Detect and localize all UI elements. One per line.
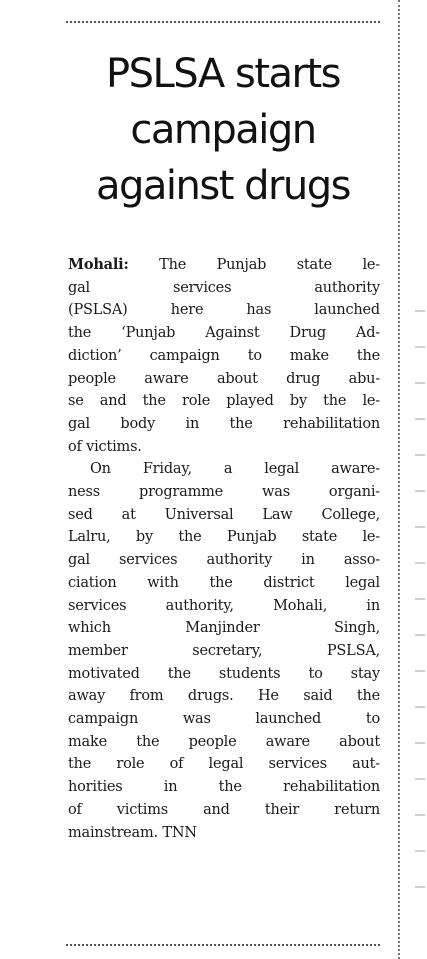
article-line: gal services authority — [68, 279, 380, 296]
article-line: (PSLSA) here has launched — [68, 302, 380, 319]
dateline: Mohali: — [68, 256, 129, 273]
article-line: se and the role played by the le- — [68, 393, 380, 410]
article-line-text: The Punjab state le- — [128, 257, 380, 273]
headline-line: campaign — [130, 107, 316, 153]
article-line: of victims and their return — [68, 801, 380, 818]
article-line: sed at Universal Law College, — [68, 506, 380, 523]
article-line: gal services authority in asso- — [68, 552, 380, 569]
article-line: ciation with the district legal — [68, 574, 380, 591]
article-line: mainstream. TNN — [68, 824, 197, 841]
article-line: member secretary, PSLSA, — [68, 642, 380, 659]
bottom-dotted-rule — [66, 944, 380, 946]
article-line: services authority, Mohali, in — [68, 597, 380, 614]
top-dotted-rule — [66, 21, 380, 23]
article-line: campaign was launched to — [68, 711, 380, 728]
article-line: which Manjinder Singh, — [68, 620, 380, 637]
article-line: gal body in the rehabilitation — [68, 415, 380, 432]
article-line: ness programme was organi- — [68, 484, 380, 501]
headline — [60, 46, 386, 214]
article-line: the ‘Punjab Against Drug Ad- — [68, 325, 380, 342]
article-line: On Friday, a legal aware- — [90, 461, 380, 478]
article-line: people aware about drug abu- — [68, 370, 380, 387]
article-line: of victims. — [68, 438, 142, 455]
headline-line: PSLSA starts — [105, 51, 340, 97]
column-divider — [398, 0, 400, 959]
article-line: the role of legal services aut- — [68, 756, 380, 773]
article-line: Lalru, by the Punjab state le- — [68, 529, 380, 546]
article-line: motivated the students to stay — [68, 665, 380, 682]
article-line: away from drugs. He said the — [68, 688, 380, 705]
article-line: make the people aware about — [68, 733, 380, 750]
article-body — [68, 254, 380, 844]
adjacent-column-edge — [415, 300, 425, 920]
article-line: diction’ campaign to make the — [68, 347, 380, 364]
article-line — [68, 254, 380, 277]
headline-line: against drugs — [95, 163, 351, 209]
article-line: horities in the rehabilitation — [68, 779, 380, 796]
